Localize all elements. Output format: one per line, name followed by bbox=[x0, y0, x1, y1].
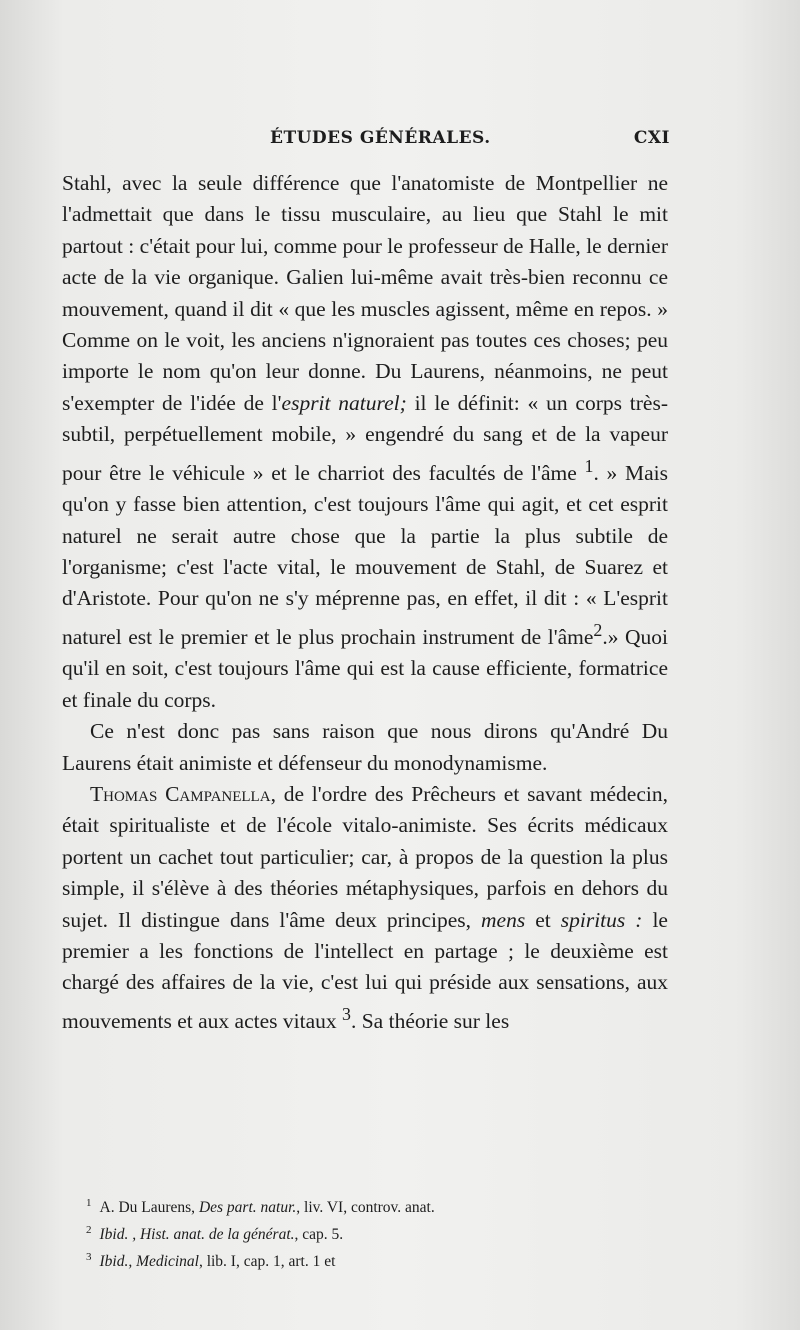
p3-text-c: . Sa théorie sur les bbox=[350, 1009, 510, 1034]
footnote-2 bbox=[86, 1219, 606, 1246]
term-spiritus: spiritus : bbox=[560, 907, 643, 932]
main-text bbox=[62, 168, 668, 1037]
p1-text: Stahl, avec la seule différence que l'anatomiste de Montpellier ne l'admettait que dans le tissu musculaire, au lieu que Stahl le mit partout : c'était pour lui, comme pour le professeur de Halle, le dernier acte de la vie organique. Galien lui-même avait très-bien reconnu ce mouvement, quand il dit « que les muscles agissent, même en repos. » Comme on le voit, les anciens n'ignoraient pas toutes ces choses; peu importe le nom qu'on leur donne. Du Laurens, néanmoins, ne peut s'exempter de l'idée de l' bbox=[62, 171, 668, 415]
p1-text-c: . » Mais qu'on y fasse bien attention, c'est toujours l'âme qui agit, et cet esprit naturel ne serait autre chose que la partie la plus subtile de l'organisme; c'est l'acte vital, le mouvement de Stahl, de Suarez et d'Aristote. Pour qu'on ne s'y méprenne pas, en effet, il dit : « L'esprit naturel est le premier et le plus prochain instrument de l'âme bbox=[62, 460, 668, 649]
footnote-ref-2: 2 bbox=[593, 619, 603, 640]
footnote-italic: Ibid. , Hist. anat. de la générat. bbox=[99, 1226, 295, 1244]
page-number: CXI bbox=[633, 128, 670, 148]
p3-text-a: , de l'ordre des Prêcheurs et savant médecin, était spiritualiste et de l'école vitalo-animiste. Ses écrits médicaux portent un cachet tout particulier; car, à propos de la question la plus simple, il s'élève à des théories métaphysiques, parfois en dehors du sujet. Il distingue dans l'âme deux principes, bbox=[62, 782, 668, 932]
footnote-ref-3: 3 bbox=[342, 1003, 351, 1024]
footnote-text: , liv. VI, controv. anat. bbox=[296, 1199, 435, 1217]
p3-text-b: le premier a les fonctions de l'intellect en partage ; le deuxième est chargé des affaires de la vie, c'est lui qui préside aux sensations, aux mouvements et aux actes vitaux bbox=[62, 907, 668, 1034]
footnote-italic: Des part. natur. bbox=[198, 1199, 297, 1217]
footnote-num: 3 bbox=[86, 1251, 92, 1264]
running-header bbox=[70, 128, 670, 152]
footnote-text: A. Du Laurens, bbox=[99, 1199, 199, 1217]
footnotes bbox=[86, 1192, 606, 1273]
term-mens: mens bbox=[481, 907, 526, 932]
footnote-ref-1: 1 bbox=[584, 455, 594, 476]
p1-text-b: il le définit: « un corps très-subtil, perpétuellement mobile, » engendré du sang et de la vapeur pour être le véhicule » et le charriot des facultés de l'âme bbox=[62, 390, 668, 485]
p1-italic: esprit naturel; bbox=[281, 390, 407, 415]
paragraph-1 bbox=[62, 168, 668, 716]
running-title: ÉTUDES GÉNÉRALES. bbox=[270, 128, 491, 148]
footnote-1 bbox=[86, 1192, 606, 1219]
author-name: Thomas Campanella bbox=[90, 782, 271, 807]
footnote-3 bbox=[86, 1246, 606, 1273]
p3-et: et bbox=[525, 907, 561, 932]
paragraph-3 bbox=[62, 779, 668, 1037]
footnote-italic: Ibid., Medicinal bbox=[99, 1253, 199, 1271]
footnote-text: , cap. 5. bbox=[294, 1226, 344, 1244]
footnote-text: , lib. I, cap. 1, art. 1 et bbox=[198, 1253, 336, 1271]
p1-text-d: .» Quoi qu'il en soit, c'est toujours l'âme qui est la cause efficiente, formatrice et finale du corps. bbox=[62, 625, 668, 712]
footnote-num: 2 bbox=[86, 1224, 92, 1237]
paragraph-2: Ce n'est donc pas sans raison que nous dirons qu'André Du Laurens était animiste et défenseur du monodynamisme. bbox=[62, 719, 668, 775]
footnote-num: 1 bbox=[86, 1197, 92, 1209]
